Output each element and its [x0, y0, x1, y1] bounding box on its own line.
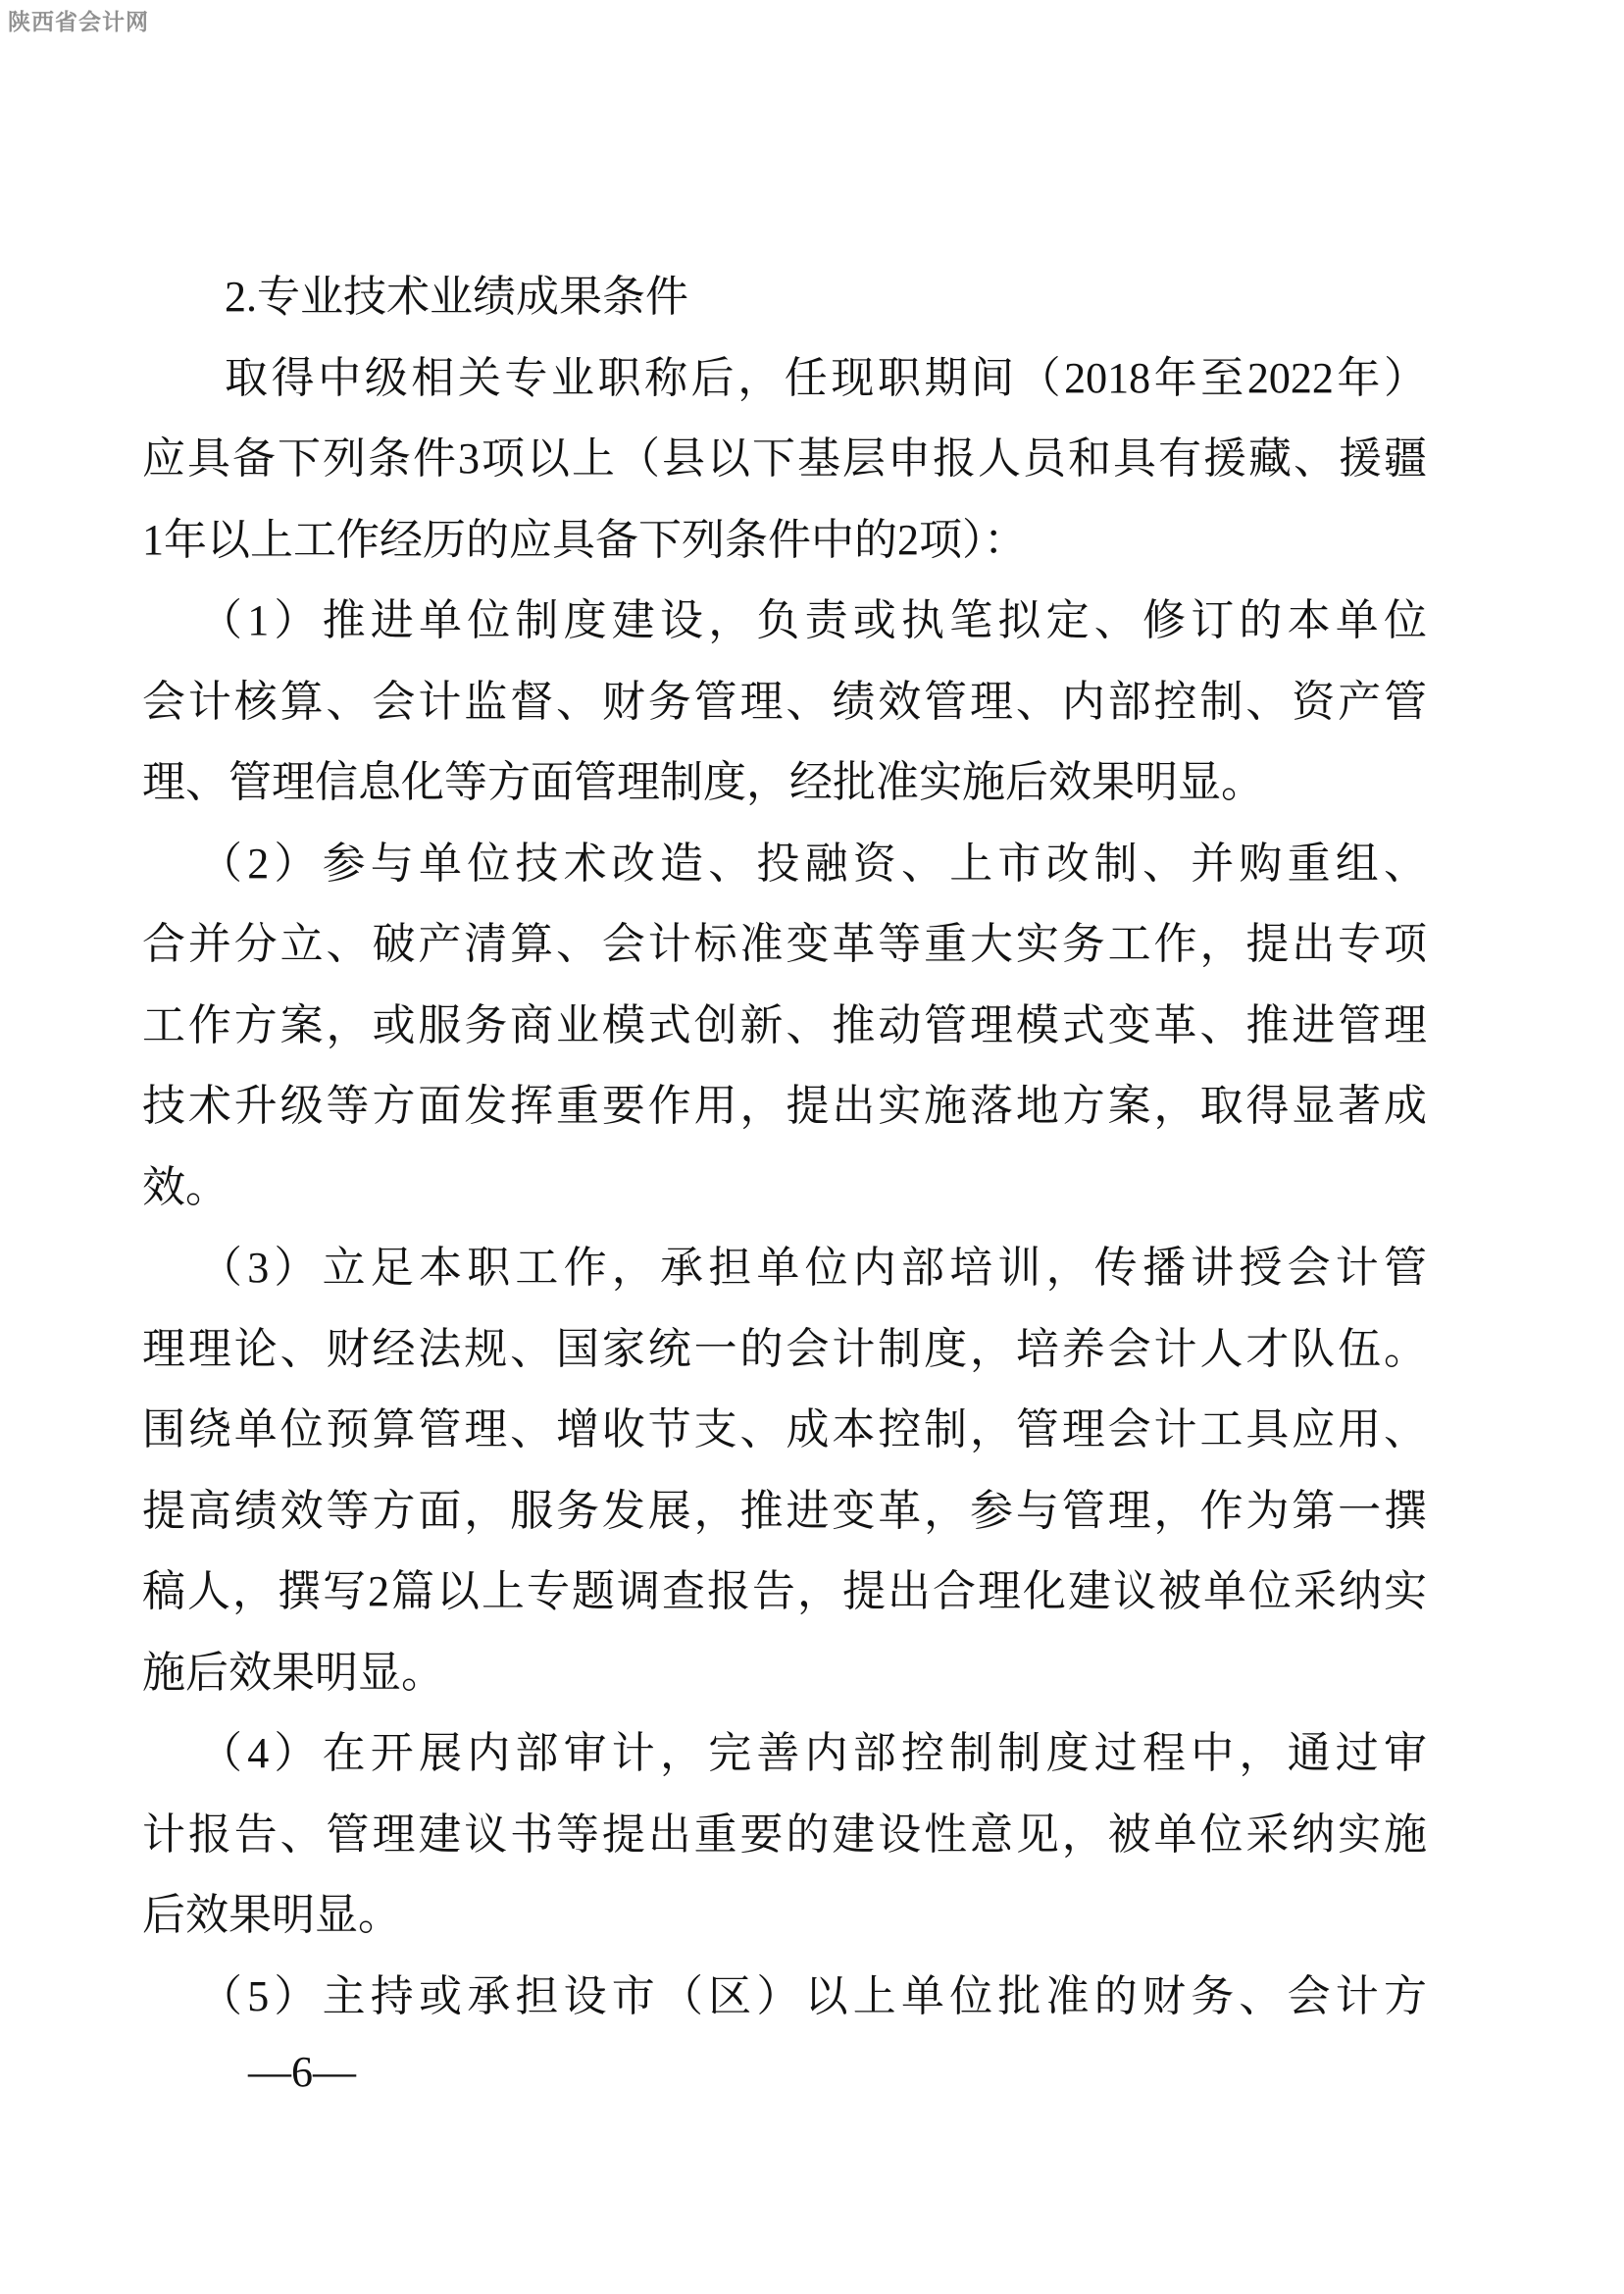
- text-line: 后效果明显。: [142, 1891, 401, 1939]
- text-line: 施后效果明显。: [142, 1648, 444, 1697]
- text-line: （2）参与单位技术改造、投融资、上市改制、并购重组、: [199, 839, 1427, 888]
- page-body: [142, 257, 1427, 2037]
- text-line: 2.专业技术业绩成果条件: [225, 273, 688, 321]
- text-line: 理理论、财经法规、国家统一的会计制度，培养会计人才队伍。: [142, 1324, 1427, 1373]
- text-line: 应具备下列条件3项以上（县以下基层申报人员和具有援藏、援疆: [142, 434, 1427, 483]
- text-line: （4）在开展内部审计，完善内部控制制度过程中，通过审: [199, 1729, 1427, 1777]
- text-line: 效。: [142, 1162, 228, 1211]
- text-line: 工作方案，或服务商业模式创新、推动管理模式变革、推进管理: [142, 1000, 1427, 1049]
- text-line: 提高绩效等方面，服务发展，推进变革，参与管理，作为第一撰: [142, 1486, 1427, 1535]
- text-line: 1年以上工作经历的应具备下列条件中的2项）：: [142, 515, 1027, 564]
- text-line: 稿人，撰写2篇以上专题调查报告，提出合理化建议被单位采纳实: [142, 1567, 1427, 1615]
- text-line: 理、管理信息化等方面管理制度，经批准实施后效果明显。: [142, 758, 1264, 806]
- text-line: 技术升级等方面发挥重要作用，提出实施落地方案，取得显著成: [142, 1082, 1427, 1130]
- watermark-site-name: 陕西省会计网: [8, 9, 149, 34]
- text-line: 合并分立、破产清算、会计标准变革等重大实务工作，提出专项: [142, 920, 1427, 968]
- text-line: 取得中级相关专业职称后，任现职期间（2018年至2022年）: [225, 353, 1427, 402]
- text-line: 围绕单位预算管理、增收节支、成本控制，管理会计工具应用、: [142, 1405, 1427, 1453]
- text-line: 会计核算、会计监督、财务管理、绩效管理、内部控制、资产管: [142, 677, 1427, 726]
- text-line: 计报告、管理建议书等提出重要的建设性意见，被单位采纳实施: [142, 1810, 1427, 1859]
- text-line: （3）立足本职工作，承担单位内部培训，传播讲授会计管: [199, 1244, 1427, 1292]
- page-number: —6—: [248, 2048, 356, 2096]
- text-line: （1）推进单位制度建设，负责或执笔拟定、修订的本单位: [199, 596, 1427, 644]
- text-line: （5）主持或承担设市（区）以上单位批准的财务、会计方: [199, 1971, 1427, 2020]
